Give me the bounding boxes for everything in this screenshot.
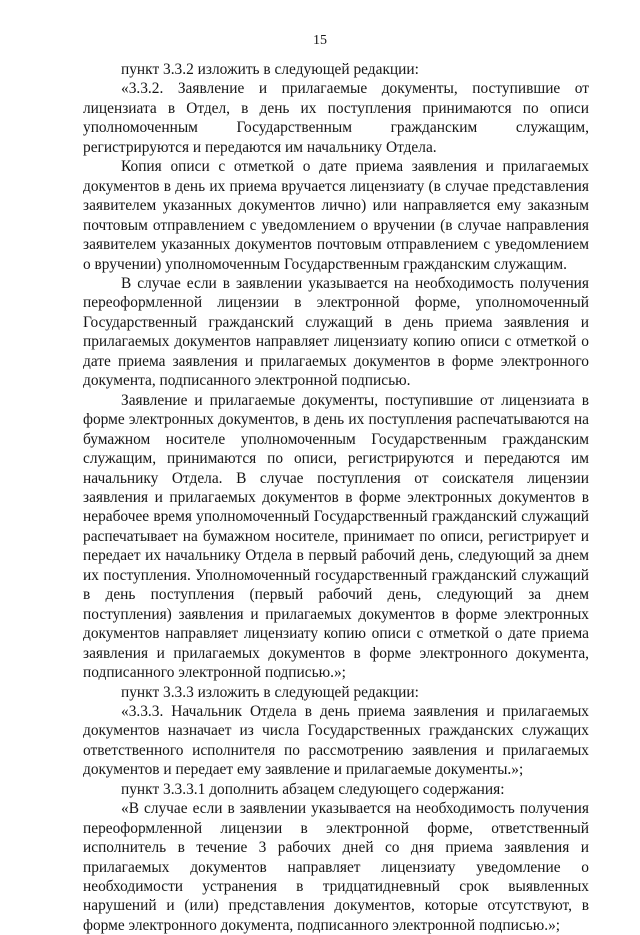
document-body <box>83 60 589 935</box>
paragraph-3-3-2-text: «3.3.2. Заявление и прилагаемые документы, поступившие от лицензиата в Отдел, в день их поступления принимаются по описи уполномоченным Государственным гражданским служащим, регистрируются и передаются им начальнику Отдела. <box>83 80 589 156</box>
paragraph-amend-3-3-3-1: пункт 3.3.3.1 дополнить абзацем следующего содержания: <box>121 780 505 798</box>
paragraph-electronic-documents: Заявление и прилагаемые документы, поступившие от лицензиата в форме электронных документов, в день их поступления распечатываются на бумажном носителе уполномоченным Государственным гражданским служащим, принимаются по описи, регистрируются и передаются им начальнику Отдела. В случае поступления от соискателя лицензии заявления и прилагаемых документов в форме электронных документов в нерабочее время уполномоченный Государственный гражданский служащий распечатывает на бумажном носителе, принимает по описи, регистрирует и передает их начальнику Отдела в первый рабочий день, следующий за днем их поступления. Уполномоченный государственный гражданский служащий в день поступления (первый рабочий день, следующий за днем поступления) заявления и прилагаемых документов в форме электронных документов направляет лицензиату копию описи с отметкой о дате приема заявления и прилагаемых документов в форме электронного документа, подписанного электронной подписью.»; <box>83 391 589 682</box>
paragraph-3-3-3-1-text: «В случае если в заявлении указывается на необходимость получения переоформленной лицензии в электронной форме, ответственный исполнитель в течение 3 рабочих дней со дня приема заявления и прилагаемых документов направляет лицензиату уведомление о необходимости устранения в тридцатидневный срок выявленных нарушений и (или) представления документов, которые отсутствуют, в форме электронного документа, подписанного электронной подписью.»; <box>83 800 589 934</box>
paragraph-electronic-license: В случае если в заявлении указывается на необходимость получения переоформленной лицензии в электронной форме, уполномоченный Государственный гражданский служащий в день приема заявления и прилагаемых документов направляет лицензиату копию описи с отметкой о дате приема заявления и прилагаемых документов в форме электронного документа, подписанного электронной подписью. <box>83 274 589 390</box>
page-number: 15 <box>313 33 327 48</box>
paragraph-amend-3-3-3: пункт 3.3.3 изложить в следующей редакции: <box>121 683 419 701</box>
paragraph-copy-of-inventory: Копия описи с отметкой о дате приема заявления и прилагаемых документов в день их приема вручается лицензиату (в случае представления заявителем указанных документов лично) или направляется ему заказным почтовым отправлением с уведомлением о вручении (в случае направления заявителем указанных документов почтовым отправлением с уведомлением о вручении) уполномоченным Государственным гражданским служащим. <box>83 158 589 273</box>
paragraph-3-3-3-text: «3.3.3. Начальник Отдела в день приема заявления и прилагаемых документов назначает из числа Государственных гражданских служащих ответственного исполнителя по рассмотрению заявления и прилагаемых документов и передает ему заявление и прилагаемые документы.»; <box>83 702 589 779</box>
paragraph-amend-3-3-2: пункт 3.3.2 изложить в следующей редакции: <box>121 61 419 78</box>
